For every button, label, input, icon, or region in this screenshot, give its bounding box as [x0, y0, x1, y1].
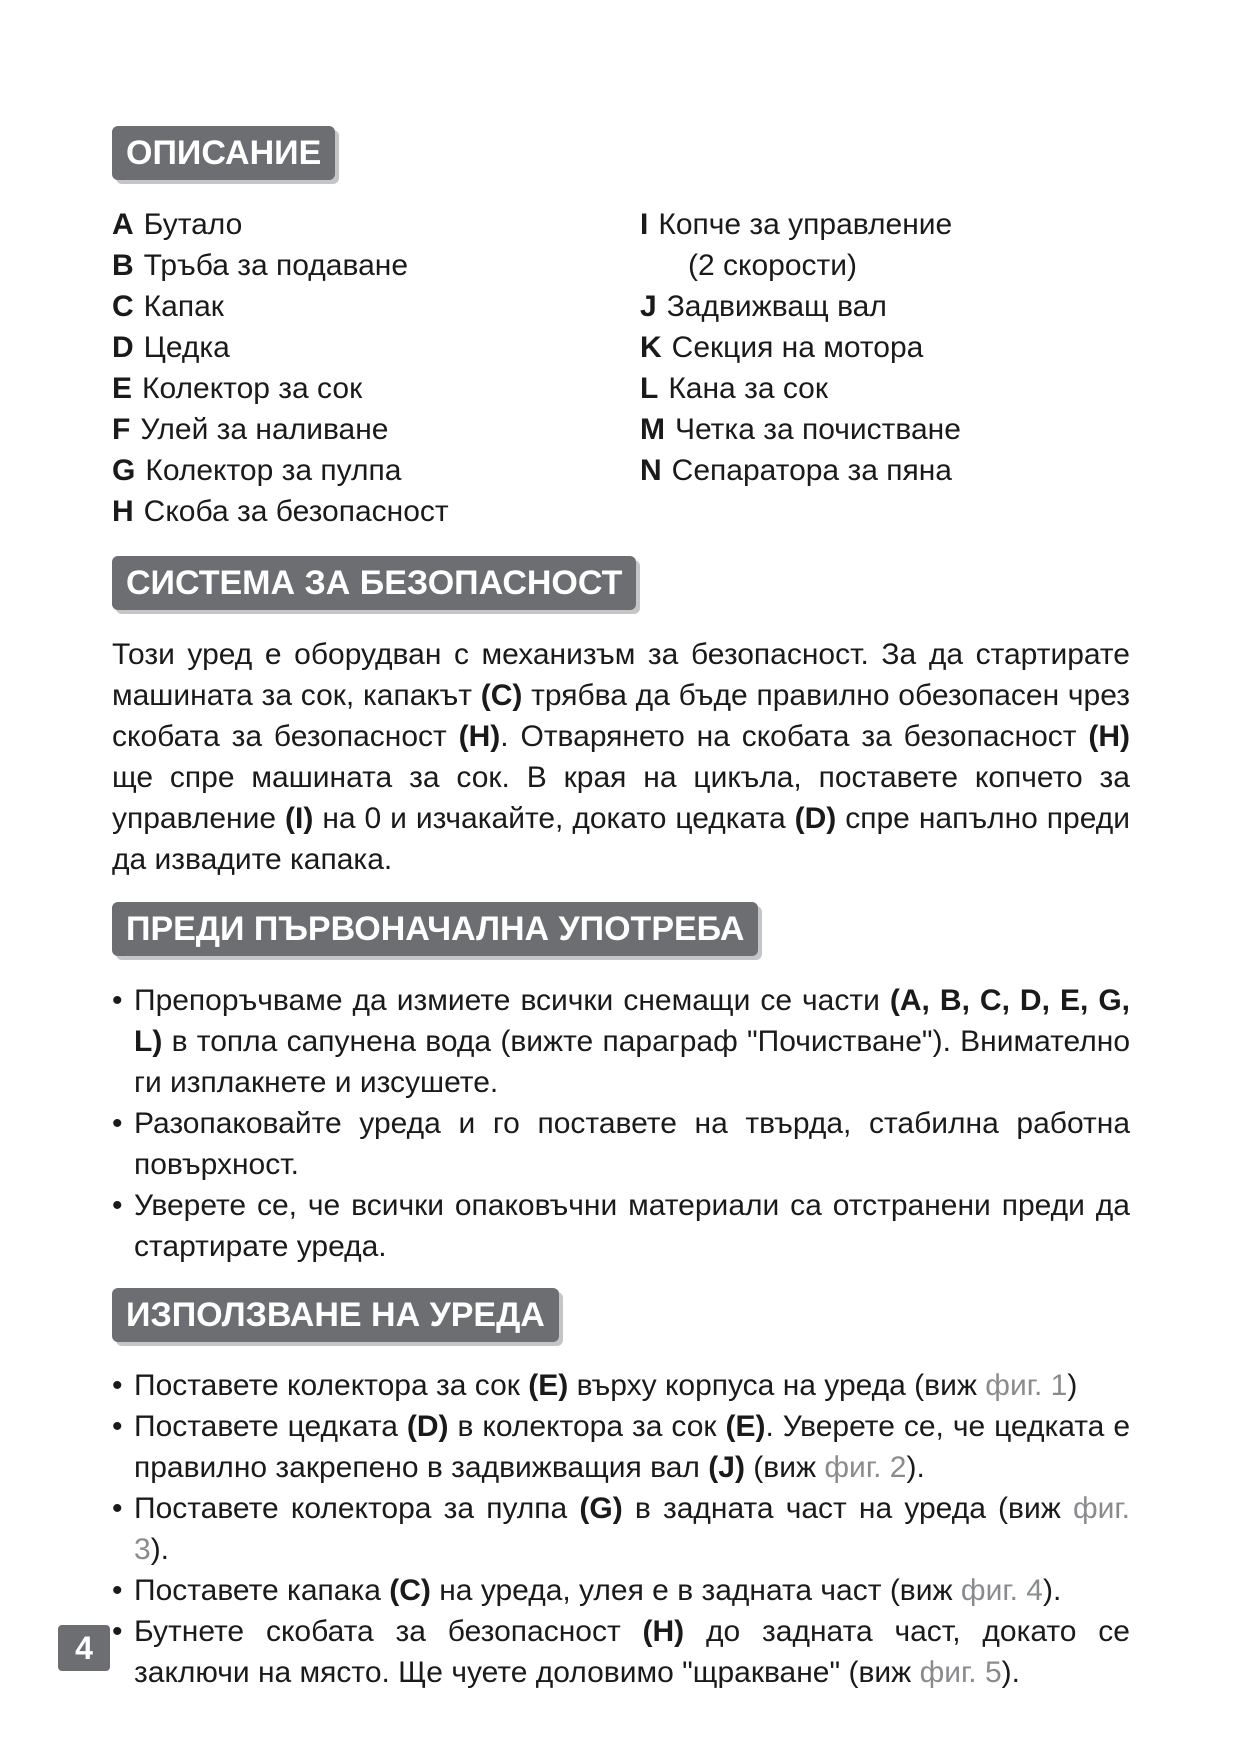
text-run: на уреда, улея е в задната част (виж [430, 1574, 961, 1607]
text-run: Бутнете скобата за безопасност [134, 1615, 643, 1648]
list-item [112, 450, 449, 491]
section-heading-usage: ИЗПОЛЗВАНЕ НА УРЕДА [112, 1288, 559, 1342]
text-run: на 0 и изчакайте, докато цедката [313, 802, 795, 835]
part-ref: (C) [480, 679, 523, 712]
text-run: до задната част, докато се заключи на място. Ще чуете доловимо "щракване" (виж [134, 1615, 1130, 1689]
figure-ref: фиг. 1 [985, 1369, 1068, 1402]
item-letter: N [640, 454, 662, 487]
description-left-column [112, 204, 449, 532]
item-letter: I [640, 208, 649, 241]
item-letter: C [112, 290, 134, 323]
item-letter: A [112, 208, 134, 241]
list-item [112, 245, 449, 286]
section-heading-safety: СИСТЕМА ЗА БЕЗОПАСНОСТ [112, 556, 636, 610]
list-item [640, 409, 961, 450]
list-item: • Разопаковайте уреда и го поставете на твърда, стабилна работна повърхност. [112, 1103, 1130, 1185]
item-letter: L [640, 372, 659, 405]
figure-ref: фиг. 3 [134, 1492, 1131, 1566]
item-letter: E [112, 372, 133, 405]
item-letter: B [112, 249, 134, 282]
text-run: . Отварянето на скобата за безопасност [500, 720, 1089, 753]
text-run: в колектора за сок [448, 1410, 726, 1443]
item-text: Кана за сок [668, 372, 828, 405]
text-run: ). [1042, 1574, 1062, 1607]
list-item [112, 1365, 1130, 1406]
item-letter: M [640, 413, 665, 446]
part-ref: (H) [1088, 720, 1131, 753]
figure-ref: фиг. 2 [824, 1451, 907, 1484]
item-text: Скоба за безопасност [143, 495, 449, 528]
text-run: в задната част на уреда (виж [622, 1492, 1073, 1525]
text-run: ). [1001, 1656, 1020, 1689]
item-letter: H [112, 495, 134, 528]
text-run: ). [906, 1451, 925, 1484]
list-item [640, 286, 961, 327]
list-item [112, 1406, 1130, 1488]
item-text: Бутало [143, 208, 243, 241]
part-ref: (E) [725, 1410, 766, 1443]
item-text: Колектор за сок [142, 372, 363, 405]
text-run: (виж [744, 1451, 825, 1484]
item-text: Улей за наливане [140, 413, 389, 446]
part-ref: (H) [642, 1615, 685, 1648]
part-ref: (I) [285, 802, 314, 835]
item-letter: F [112, 413, 131, 446]
item-letter: D [112, 331, 134, 364]
text-run: в топла сапунена вода (вижте параграф "Почистване"). Внимателно ги изплакнете и изсушете. [134, 1025, 1130, 1099]
item-text: Цедка [143, 331, 230, 364]
list-item [112, 368, 449, 409]
text-run: ) [1067, 1369, 1078, 1402]
part-ref: (C) [389, 1574, 431, 1607]
list-item [112, 286, 449, 327]
safety-paragraph [112, 634, 1130, 880]
part-ref: (A, B, C, D, E, G, L) [134, 984, 1130, 1058]
text-run: Поставете колектора за пулпа [134, 1492, 580, 1525]
item-text: Задвижващ вал [666, 290, 887, 323]
part-ref: (J) [708, 1451, 745, 1484]
item-text: Тръба за подаване [143, 249, 409, 282]
item-text: Копче за управление [658, 208, 953, 241]
text-run: спре напълно преди да извадите капака. [112, 802, 1130, 876]
list-item [640, 204, 961, 245]
item-text: Секция на мотора [671, 331, 924, 364]
part-ref: (E) [528, 1369, 569, 1402]
part-ref: (G) [579, 1492, 623, 1525]
section-heading-first-use: ПРЕДИ ПЪРВОНАЧАЛНА УПОТРЕБА [112, 902, 758, 956]
list-item [112, 1570, 1130, 1611]
list-item [640, 450, 961, 491]
list-item [640, 327, 961, 368]
text-run: ). [150, 1533, 170, 1566]
page-number: 4 [58, 1625, 110, 1671]
text-run: върху корпуса на уреда (виж [568, 1369, 986, 1402]
list-item-subtext: (2 скорости) [688, 249, 858, 282]
text-run: Препоръчваме да измиете всички снемащи се части [134, 984, 890, 1017]
description-right-column [640, 204, 961, 491]
item-text: Колектор за пулпа [145, 454, 402, 487]
text-run: Поставете капака [134, 1574, 390, 1607]
text-run: . Уверете се, че цедката е правилно закрепено в задвижващия вал [134, 1410, 1131, 1484]
list-item [112, 409, 449, 450]
item-letter: G [112, 454, 136, 487]
text-run: Поставете цедката [134, 1410, 407, 1443]
list-item [112, 1611, 1130, 1693]
figure-ref: фиг. 5 [919, 1656, 1002, 1689]
text-run: Този уред е оборудван с механизъм за безопасност. За да стартирате машината за сок, капакът [112, 638, 1130, 712]
list-item [112, 204, 449, 245]
list-item: • Уверете се, че всички опаковъчни материали са отстранени преди да стартирате уреда. [112, 1185, 1130, 1267]
part-ref: (D) [406, 1410, 449, 1443]
section-heading-description: ОПИСАНИЕ [112, 126, 335, 180]
figure-ref: фиг. 4 [960, 1574, 1043, 1607]
first-use-list [112, 980, 1130, 1267]
list-item [640, 368, 961, 409]
list-item [112, 491, 449, 532]
part-ref: (D) [794, 802, 837, 835]
text-run: Поставете колектора за сок [134, 1369, 529, 1402]
list-item [112, 327, 449, 368]
text-run: ще спре машината за сок. В края на цикъла, поставете копчето за управление [112, 761, 1130, 835]
item-letter: K [640, 331, 662, 364]
item-text: Сепаратора за пяна [671, 454, 952, 487]
list-item [112, 1488, 1130, 1570]
list-item [112, 980, 1130, 1103]
item-letter: J [640, 290, 657, 323]
text-run: трябва да бъде правилно обезопасен чрез скобата за безопасност [112, 679, 1130, 753]
usage-list [112, 1365, 1130, 1693]
part-ref: (H) [458, 720, 501, 753]
item-text: Капак [143, 290, 224, 323]
item-text: Четка за почистване [675, 413, 961, 446]
